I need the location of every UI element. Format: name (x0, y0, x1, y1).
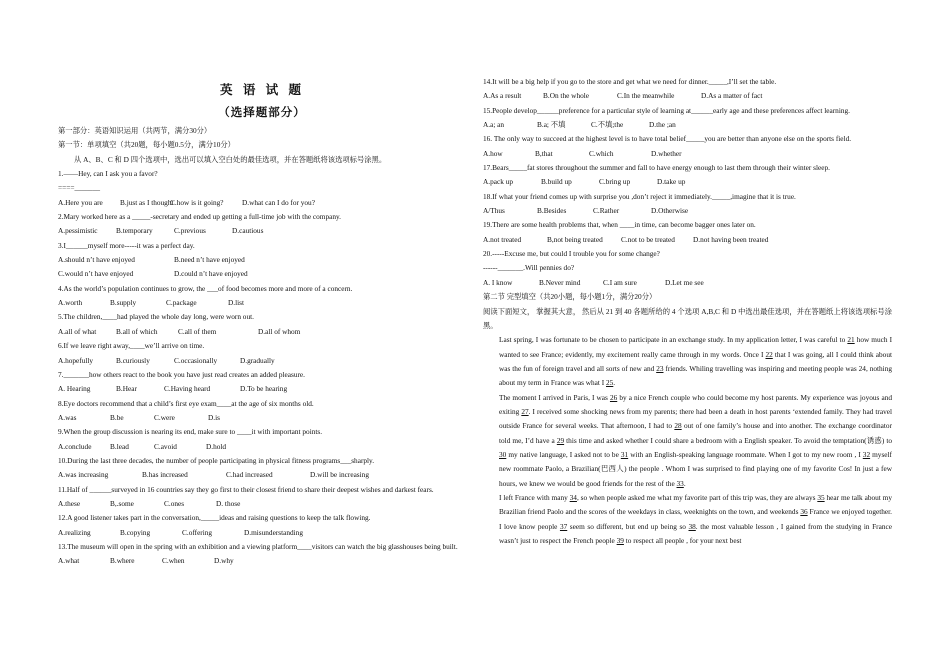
question-options (483, 276, 892, 290)
left-column (58, 124, 466, 569)
option[interactable]: B.just as I thought (120, 197, 174, 207)
option[interactable]: B.On the whole (543, 91, 590, 101)
option[interactable]: D.is (208, 412, 220, 422)
option[interactable]: A.realizing (58, 527, 91, 537)
question-options (58, 440, 466, 454)
question-stem: 3.I______myself more-----it was a perfect day. (58, 240, 195, 250)
option[interactable]: C.how is it going? (170, 197, 224, 207)
blank-number: 25 (606, 378, 614, 388)
option[interactable]: D. those (216, 498, 241, 508)
passage-paragraph-1: Last spring, I was fortunate to be chosen to participate in an exchange study. In my application letter, I was careful to 21 how much I wanted to see France; evidently, my excitement really came through in my words. Once I 22 that I was going, all I could think about was the fun of foreign travel and all sorts of new and 23 friends. Whiling travelling was inspiring and meeting people was 24, nothing about my term in France was what I 25. (499, 335, 892, 388)
exam-subtitle: （选择题部分） (218, 105, 306, 119)
question-options (58, 267, 466, 281)
question-stem: 15.People develop______preference for a particular style of learning at______early age and these preferences affect learning. (483, 105, 850, 115)
option[interactable]: D.all of whom (258, 326, 301, 336)
option[interactable]: D.not having been treated (693, 234, 769, 244)
passage-paragraph-3: I left France with many 34, so when people asked me what my favorite part of this trip was, they are always 35 hear me talk about my Brazilian friend Paolo and the scores of the weekdays in class, weeknights on the town, and weekends 36 France we enjoyed together. I love know people 37 seem so different, but end up being so 38. the most valuable lesson , I gained from the studying in France wasn’t just to respect the French people 39 to respect all people , for your next best (499, 492, 893, 545)
question-options (483, 89, 892, 103)
question-options (58, 497, 466, 511)
option[interactable]: B,that (535, 148, 553, 158)
blank-number: 30 (499, 449, 507, 459)
option[interactable]: C.bring up (599, 177, 631, 187)
question-options (58, 196, 466, 210)
blank-number: 23 (656, 363, 664, 373)
question-stem: 16. The only way to succeed at the highest level is to have total belief_____you are better than anyone else on the sports field. (483, 134, 852, 144)
question-stem: 1.——Hey, can I ask you a favor? (58, 169, 158, 179)
exam-title: 英 语 试 题 (219, 82, 305, 97)
section2-header: 第二节 完型填空（共20小题，每小题1分，满分20分） (483, 292, 657, 302)
question-stem: 4.As the world’s population continues to grow, the ___of food becomes more and more of a concern. (58, 283, 353, 293)
option[interactable]: A.what (58, 556, 80, 566)
question-options (58, 526, 466, 540)
question-options (58, 253, 466, 267)
option[interactable]: D.To be hearing (240, 384, 288, 394)
option[interactable]: A.pessimistic (58, 226, 98, 236)
question-stem: 10.During the last three decades, the number of people participating in physical fitness programs___sharply. (58, 455, 375, 465)
option[interactable]: A.a; an (483, 120, 505, 130)
blank-number: 22 (765, 349, 773, 359)
option[interactable]: D.the ;an (649, 120, 676, 130)
option[interactable]: B.a; 不填 (537, 120, 566, 130)
option[interactable]: A/Thus (483, 206, 505, 216)
option[interactable]: B.has increased (142, 470, 188, 480)
option[interactable]: B.curiously (116, 355, 150, 365)
option[interactable]: D.take up (657, 177, 686, 187)
option[interactable]: B.temporary (116, 226, 153, 236)
option[interactable]: D.hold (206, 441, 227, 451)
blank-number: 29 (556, 435, 565, 445)
option[interactable]: D.could n’t have enjoyed (174, 269, 248, 279)
option[interactable]: B.need n’t have enjoyed (174, 255, 245, 265)
option[interactable]: C.不填;the (591, 120, 624, 130)
option[interactable]: D.As a matter of fact (701, 91, 763, 101)
option[interactable]: A.worth (58, 298, 83, 308)
option[interactable]: B.lead (110, 441, 129, 451)
option[interactable]: D.cautious (232, 226, 264, 236)
question-options (58, 468, 466, 482)
option[interactable]: C.all of them (178, 326, 217, 336)
question-stem: 19.There are some health problems that, when ____in time, can become bagger ones later on. (483, 220, 756, 230)
option[interactable]: C.Having heard (164, 384, 211, 394)
blank-number: 36 (800, 507, 808, 517)
blank-number: 26 (609, 392, 618, 402)
option[interactable]: B.all of which (116, 326, 158, 336)
question-stem: 7._______how others react to the book you have just read creates an added pleasure. (58, 369, 305, 379)
question-options (58, 325, 466, 339)
option[interactable]: B.be (110, 412, 124, 422)
option[interactable]: A. Hearing (58, 384, 91, 394)
blank-number: 32 (862, 449, 871, 459)
blank-number: 39 (616, 536, 624, 545)
option[interactable]: A.As a result (483, 91, 522, 101)
question-stem: 11.Half of ______surveyed in 16 countries say they go first to their closest friend to share their deepest wishes and darkest fears. (58, 484, 434, 494)
option[interactable]: A.not treated (483, 234, 522, 244)
question-stem: 8.Eye doctors recommend that a child’s first eye exam____at the age of six months old. (58, 398, 314, 408)
option[interactable]: C.I am sure (603, 277, 637, 287)
option[interactable]: D.Let me see (665, 277, 704, 287)
question-options (58, 382, 466, 396)
option[interactable]: C.occasionally (174, 355, 218, 365)
option[interactable]: C.avoid (154, 441, 177, 451)
option[interactable]: B.build up (541, 177, 572, 187)
question-options (58, 296, 466, 310)
option[interactable]: D.will be increasing (310, 470, 369, 480)
question-options (483, 147, 892, 161)
option[interactable]: C.Rather (593, 206, 620, 216)
option[interactable]: C.not to be treated (621, 234, 675, 244)
option[interactable]: B.Hear (116, 384, 137, 394)
question-options (58, 354, 466, 368)
option[interactable]: C.had increased (226, 470, 273, 480)
question-options (483, 175, 892, 189)
blank-number: 37 (559, 521, 568, 531)
option[interactable]: A. I know (483, 277, 513, 287)
option[interactable]: A.Here you are (58, 197, 103, 207)
option[interactable]: C.previous (174, 226, 206, 236)
question-stem: 5.The children,____had played the whole day long, were worn out. (58, 312, 254, 322)
question-stem: 20.-----Excuse me, but could I trouble you for some change? (483, 249, 660, 259)
question-options (483, 204, 892, 218)
question-stem: 12.A good listener takes part in the conversation,_____ideas and raising questions to keep the talk flowing. (58, 513, 371, 523)
option[interactable]: A.was increasing (58, 470, 109, 480)
blank-number: 21 (847, 335, 855, 345)
option[interactable]: A.should n’t have enjoyed (58, 255, 135, 265)
right-questions (483, 75, 892, 290)
option[interactable]: B.supply (110, 298, 137, 308)
left-questions (58, 167, 466, 569)
option[interactable]: A.pack up (483, 177, 513, 187)
question-stem: 18.If what your friend comes up with surprise you ,don’t reject it immediately._____,imagine that it is true. (483, 191, 796, 201)
option[interactable]: C.In the meanwhile (617, 91, 675, 101)
option[interactable]: A.all of what (58, 326, 97, 336)
option[interactable]: A.these (58, 498, 81, 508)
blank-number: 35 (817, 492, 825, 502)
question-stem: 14.It will be a big help if you go to the store and get what we need for dinner._____,I’ll set the table. (483, 77, 777, 86)
right-column (483, 75, 892, 548)
question-stem: 17.Bears_____fat stores throughout the summer and fall to have energy enough to last them through their winter sleep. (483, 163, 830, 173)
option[interactable]: B.copying (120, 527, 151, 537)
option[interactable]: D.gradually (240, 355, 275, 365)
option[interactable]: C.offering (182, 527, 213, 537)
blank-number: 27 (521, 406, 529, 416)
question-options (58, 224, 466, 238)
section1-instruction: 从 A、B、C 和 D 四个选项中，选出可以填入空白处的最佳选项，并在答题纸将该选项标号涂黑。 (74, 154, 387, 164)
section1-header: 第一节：单项填空（共20题，每小题0.5分，满分10分） (58, 140, 235, 150)
question-options (483, 118, 892, 132)
option[interactable]: A.conclude (58, 441, 92, 451)
option[interactable]: D.what can I do for you? (242, 197, 315, 207)
blank-number: 38 (688, 521, 696, 531)
question-stem: 9.When the group discussion is nearing its end, make sure to ____it with important points. (58, 427, 323, 437)
option[interactable]: A.was (58, 412, 77, 422)
option[interactable]: C.would n’t have enjoyed (58, 269, 134, 279)
option[interactable]: A.how (483, 148, 503, 158)
question-stem: 2.Mary worked here as a _____-secretary and ended up getting a full-time job with the company. (58, 212, 341, 222)
passage-paragraph-2: The moment I arrived in Paris, I was 26 by a nice French couple who could become my host parents. My experience was joyous and exiting 27. I received some shocking news from my parents; there had been a death in host parents ‘extended family. They had travel outside France for several weeks. That afternoon, I had to 28 out of one family’s house and into another. The exchange coordinator told me, I’d have a 29 this time and asked whether I could share a bedroom with a English speaker. To avoid the temptation(诱惑) to 30 my native language, I asked not to be 31 with an English-speaking language roommate. When I got to my new room , I 32 myself new roommate Paolo, a Brazilian(巴西人) the people . Whom I was surprised to find playing one of my favorite Cos! In just a few hours, we knew we would be good friends for the rest of the 33. (499, 392, 892, 488)
question-options (58, 411, 466, 425)
option[interactable]: D.Otherwise (651, 206, 689, 216)
option[interactable]: C.which (589, 148, 614, 158)
blank-number: 31 (620, 449, 629, 459)
question-stem-line2: ------_______.Will pennies do? (483, 263, 575, 273)
part1-header: 第一部分：英语知识运用（共两节，满分30分） (58, 126, 212, 135)
option[interactable]: D.why (214, 556, 234, 566)
question-stem: 6.If we leave right away,____we’ll arrive on time. (58, 341, 205, 351)
question-options (58, 554, 466, 568)
option[interactable]: B.Besides (537, 206, 567, 216)
option[interactable]: D.list (228, 298, 245, 308)
question-stem-line2: ====_______ (58, 183, 100, 193)
blank-number: 28 (674, 421, 682, 431)
question-options (483, 233, 892, 247)
option[interactable]: C.package (166, 298, 197, 308)
option[interactable]: B.Never mind (539, 277, 581, 287)
section2-instruction: 阅读下面短文， 掌握其大意， 然后从 21 到 40 各题所给的 4 个选项 A,B,C 和 D 中选出最佳选项，并在答题纸上将该选项标号涂黑。 (483, 306, 892, 330)
option[interactable]: C.ones (164, 498, 185, 508)
option[interactable]: B,not being treated (547, 234, 603, 244)
option[interactable]: B,.some (110, 498, 134, 508)
option[interactable]: C.when (162, 556, 185, 566)
option[interactable]: C.were (154, 412, 175, 422)
blank-number: 34 (569, 492, 577, 502)
question-stem: 13.The museum will open in the spring with an exhibition and a viewing platform____visitors can watch the big glasshouses being built. (58, 541, 458, 551)
option[interactable]: D.whether (651, 148, 682, 158)
blank-number: 33 (676, 478, 684, 488)
option[interactable]: A.hopefully (58, 355, 94, 365)
option[interactable]: D.misunderstanding (244, 527, 303, 537)
option[interactable]: B.where (110, 556, 135, 566)
